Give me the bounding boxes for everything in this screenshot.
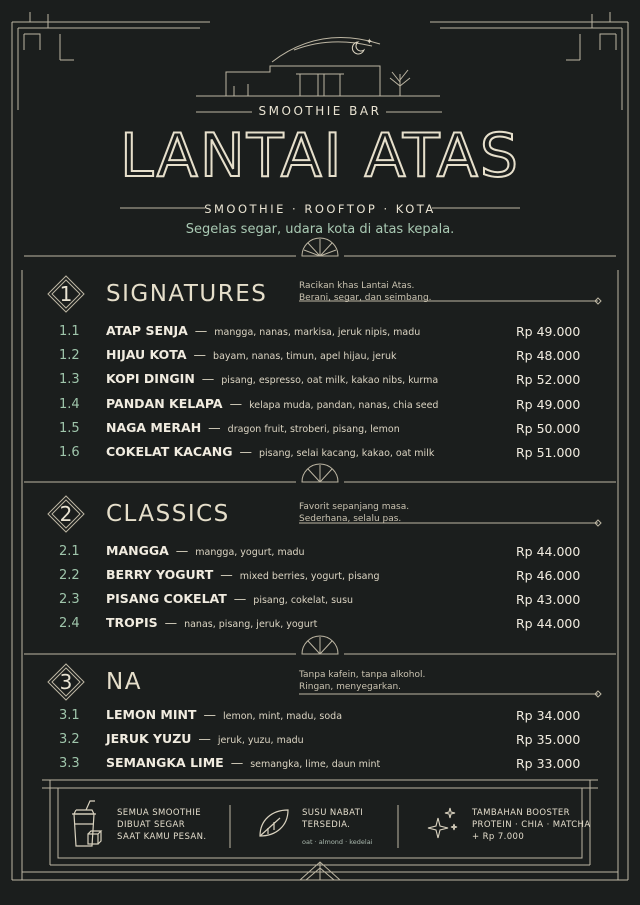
item-ingredients: jeruk, yuzu, madu [217, 735, 304, 746]
menu-item [0, 591, 640, 611]
star-icon: ✦ [366, 37, 373, 46]
item-ingredients: mangga, yogurt, madu [195, 547, 305, 558]
menu-item [0, 755, 640, 775]
sparkle-icon [424, 804, 460, 842]
footer-line: TERSEDIA. [302, 820, 351, 830]
menu-item [0, 615, 640, 635]
section-description-line: Berani, segar, dan seimbang. [299, 293, 432, 303]
item-price: Rp 44.000 [516, 616, 581, 631]
menu-item [0, 567, 640, 587]
item-ingredients: mixed berries, yogurt, pisang [239, 571, 380, 582]
item-name-text: ATAP SENJA [106, 323, 188, 338]
item-number: 1.2 [59, 348, 80, 363]
subtitle: SMOOTHIE · ROOFTOP · KOTA [204, 202, 436, 216]
item-name-text: LEMON MINT [106, 707, 197, 722]
menu-item [0, 323, 640, 343]
item-ingredients: nanas, pisang, jeruk, yogurt [184, 619, 318, 630]
item-name-text: COKELAT KACANG [106, 444, 233, 459]
item-price: Rp 50.000 [516, 421, 581, 436]
item-number: 2.3 [59, 592, 80, 607]
section-description-line: Ringan, menyegarkan. [299, 682, 402, 692]
item-price: Rp 44.000 [516, 544, 581, 559]
item-ingredients: pisang, espresso, oat milk, kakao nibs, kurma [221, 375, 439, 386]
item-price: Rp 34.000 [516, 708, 581, 723]
footer-line: TAMBAHAN BOOSTER [472, 808, 570, 818]
menu-item [0, 420, 640, 440]
section-description-line: Tanpa kafein, tanpa alkohol. [299, 670, 426, 680]
menu-item [0, 731, 640, 751]
item-number: 2.1 [59, 544, 80, 559]
section-description-line: Racikan khas Lantai Atas. [299, 281, 415, 291]
item-name: PISANG COKELAT — pisang, cokelat, susu [106, 591, 354, 606]
section-description [299, 280, 432, 304]
item-price: Rp 52.000 [516, 372, 581, 387]
item-ingredients: mangga, nanas, markisa, jeruk nipis, madu [214, 327, 421, 338]
item-name: ATAP SENJA — mangga, nanas, markisa, jeruk nipis, madu [106, 323, 421, 338]
footer-note-booster [472, 807, 591, 843]
menu-item [0, 371, 640, 391]
footer-line: SUSU NABATI [302, 808, 364, 818]
menu-item [0, 347, 640, 367]
section-title: NA [106, 669, 142, 695]
item-name-text: KOPI DINGIN [106, 371, 195, 386]
item-price: Rp 33.000 [516, 756, 581, 771]
tagline: Segelas segar, udara kota di atas kepala. [185, 222, 455, 237]
item-price: Rp 49.000 [516, 397, 581, 412]
section-title: CLASSICS [106, 501, 230, 527]
item-name: MANGGA — mangga, yogurt, madu [106, 543, 305, 558]
item-name: LEMON MINT — lemon, mint, madu, soda [106, 707, 343, 722]
section-description [299, 501, 409, 525]
page-title: LANTAI ATAS [119, 121, 521, 191]
item-name: NAGA MERAH — dragon fruit, stroberi, pisang, lemon [106, 420, 400, 435]
menu-item [0, 707, 640, 727]
item-name: JERUK YUZU — jeruk, yuzu, madu [106, 731, 304, 746]
item-name: BERRY YOGURT — mixed berries, yogurt, pisang [106, 567, 380, 582]
section-title: SIGNATURES [106, 281, 268, 307]
bar-label: SMOOTHIE BAR [258, 104, 382, 118]
footer-line: SAAT KAMU PESAN. [117, 832, 207, 842]
footer-line: SEMUA SMOOTHIE [117, 808, 202, 818]
item-ingredients: dragon fruit, stroberi, pisang, lemon [227, 424, 400, 435]
item-name-text: TROPIS [106, 615, 158, 630]
item-number: 1.1 [59, 324, 80, 339]
item-name-text: PANDAN KELAPA [106, 396, 223, 411]
item-number: 1.5 [59, 421, 80, 436]
section-description [299, 669, 425, 693]
section-description-line: Sederhana, selalu pas. [299, 514, 402, 524]
item-ingredients: semangka, lime, daun mint [250, 759, 381, 770]
item-ingredients: lemon, mint, madu, soda [222, 711, 343, 722]
section-number: 3 [59, 670, 73, 694]
menu-item [0, 396, 640, 416]
smoothie-cup-icon [68, 800, 104, 850]
item-number: 1.6 [59, 445, 80, 460]
item-ingredients: pisang, selai kacang, kakao, oat milk [259, 448, 435, 459]
leaf-icon [256, 806, 292, 840]
footer-note-plant-milk [302, 807, 363, 831]
item-number: 1.4 [59, 397, 80, 412]
item-number: 3.1 [59, 708, 80, 723]
footer-line: DIBUAT SEGAR [117, 820, 186, 830]
item-ingredients: pisang, cokelat, susu [253, 595, 354, 606]
section-number: 2 [59, 502, 73, 526]
item-name: TROPIS — nanas, pisang, jeruk, yogurt [106, 615, 318, 630]
item-number: 2.2 [59, 568, 80, 583]
footer-milk-options: oat · almond · kedelai [302, 838, 373, 846]
item-name-text: SEMANGKA LIME [106, 755, 224, 770]
footer-note-fresh [117, 807, 206, 843]
section-number: 1 [59, 282, 73, 306]
item-price: Rp 48.000 [516, 348, 581, 363]
section-description-line: Favorit sepanjang masa. [299, 502, 410, 512]
item-name-text: NAGA MERAH [106, 420, 202, 435]
footer-line: PROTEIN · CHIA · MATCHA [472, 820, 591, 830]
item-price: Rp 49.000 [516, 324, 581, 339]
item-number: 2.4 [59, 616, 80, 631]
item-price: Rp 51.000 [516, 445, 581, 460]
item-name-text: PISANG COKELAT [106, 591, 227, 606]
item-name: PANDAN KELAPA — kelapa muda, pandan, nanas, chia seed [106, 396, 439, 411]
item-name-text: HIJAU KOTA [106, 347, 187, 362]
item-number: 3.2 [59, 732, 80, 747]
item-price: Rp 35.000 [516, 732, 581, 747]
item-number: 1.3 [59, 372, 80, 387]
item-name: KOPI DINGIN — pisang, espresso, oat milk, kakao nibs, kurma [106, 371, 439, 386]
menu-item [0, 444, 640, 464]
item-number: 3.3 [59, 756, 80, 771]
menu-item [0, 543, 640, 563]
item-name: HIJAU KOTA — bayam, nanas, timun, apel hijau, jeruk [106, 347, 397, 362]
item-ingredients: bayam, nanas, timun, apel hijau, jeruk [213, 351, 397, 362]
item-ingredients: kelapa muda, pandan, nanas, chia seed [249, 400, 439, 411]
item-name-text: BERRY YOGURT [106, 567, 214, 582]
item-name: COKELAT KACANG — pisang, selai kacang, kakao, oat milk [106, 444, 435, 459]
item-price: Rp 43.000 [516, 592, 581, 607]
item-name: SEMANGKA LIME — semangka, lime, daun mint [106, 755, 381, 770]
footer-line: + Rp 7.000 [472, 832, 525, 842]
item-name-text: JERUK YUZU [106, 731, 192, 746]
item-price: Rp 46.000 [516, 568, 581, 583]
item-name-text: MANGGA [106, 543, 169, 558]
